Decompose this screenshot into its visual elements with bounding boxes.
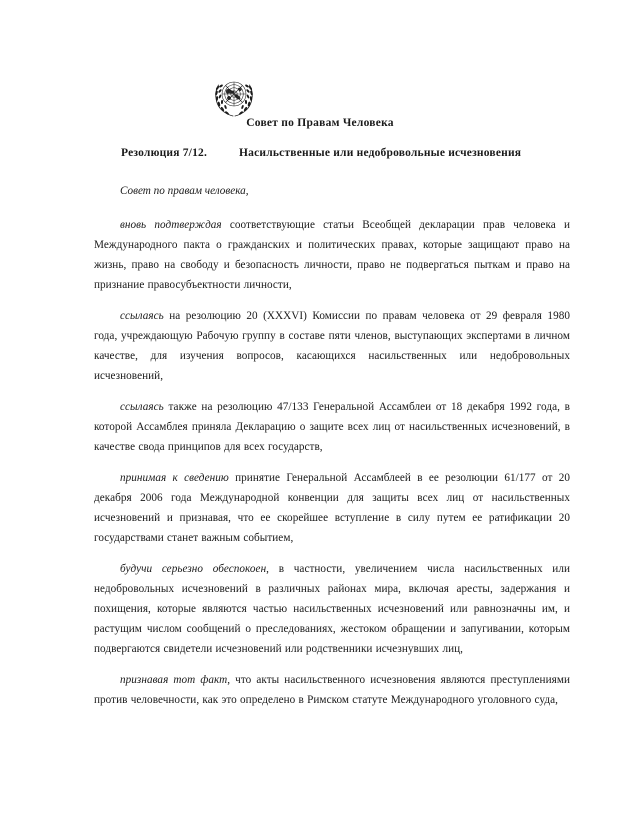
preambular-paragraph-1 [94, 215, 570, 295]
salutation: Совет по правам человека, [120, 185, 249, 197]
paragraph-lead-in: будучи серьезно обеспокоен [120, 563, 267, 575]
paragraph-text: , в частности, увеличением числа насильственных или недобровольных исчезновений в различных районах мира, включая аресты, задержания и похищения, которые являются частью насильственных исчезновений или равнозначны им, и растущим числом сообщений о преследованиях, жестоком обращении и запугивании, которым подвергаются свидетели исчезновений или родственники исчезнувших лиц, [94, 563, 570, 655]
paragraph-lead-in: вновь подтверждая [120, 219, 222, 231]
paragraph-lead-in: ссылаясь [120, 401, 164, 413]
paragraph-text: , что акты насильственного исчезновения являются преступлениями против человечности, как это определено в Римском статуте Международного уголовного суда, [94, 674, 570, 706]
un-emblem [210, 76, 258, 120]
paragraph-text: соответствующие статьи Всеобщей декларации прав человека и Международного пакта о гражданских и политических правах, которые защищают право на жизнь, право на свободу и безопасность личности, право не подвергаться пыткам и право на признание правосубъектности личности, [94, 219, 570, 291]
paragraph-lead-in: признавая тот факт [120, 674, 228, 686]
paragraph-text: принятие Генеральной Ассамблеей в ее резолюции 61/177 от 20 декабря 2006 года Международной конвенции для защиты всех лиц от насильственных исчезновений и признавая, что ее скорейшее вступление в силу путем ее ратификации 20 государствами станет важным событием, [94, 472, 570, 544]
preambular-paragraph-4 [94, 468, 570, 548]
preambular-paragraph-6 [94, 670, 570, 710]
organ-title: Совет по Правам Человека [246, 117, 394, 129]
paragraph-text: на резолюцию 20 (XXXVI) Комиссии по правам человека от 29 февраля 1980 года, учреждающую Рабочую группу в составе пяти членов, выступающих экспертами в личном качестве, для изучения вопросов, касающихся насильственных или недобровольных исчезновений, [94, 310, 570, 382]
paragraph-text: также на резолюцию 47/133 Генеральной Ассамблеи от 18 декабря 1992 года, в которой Ассамблея приняла Декларацию о защите всех лиц от насильственных исчезновений, в качестве свода принципов для всех государств, [94, 401, 570, 453]
resolution-number: Резолюция 7/12. [121, 147, 208, 159]
paragraph-lead-in: принимая к сведению [120, 472, 229, 484]
paragraph-lead-in: ссылаясь [120, 310, 164, 322]
resolution-title: Насильственные или недобровольные исчезновения [239, 147, 522, 159]
preambular-paragraph-3 [94, 397, 570, 457]
preambular-paragraph-5 [94, 559, 570, 659]
resolution-heading [121, 147, 581, 159]
preambular-paragraph-2 [94, 306, 570, 386]
document-body [94, 181, 570, 710]
